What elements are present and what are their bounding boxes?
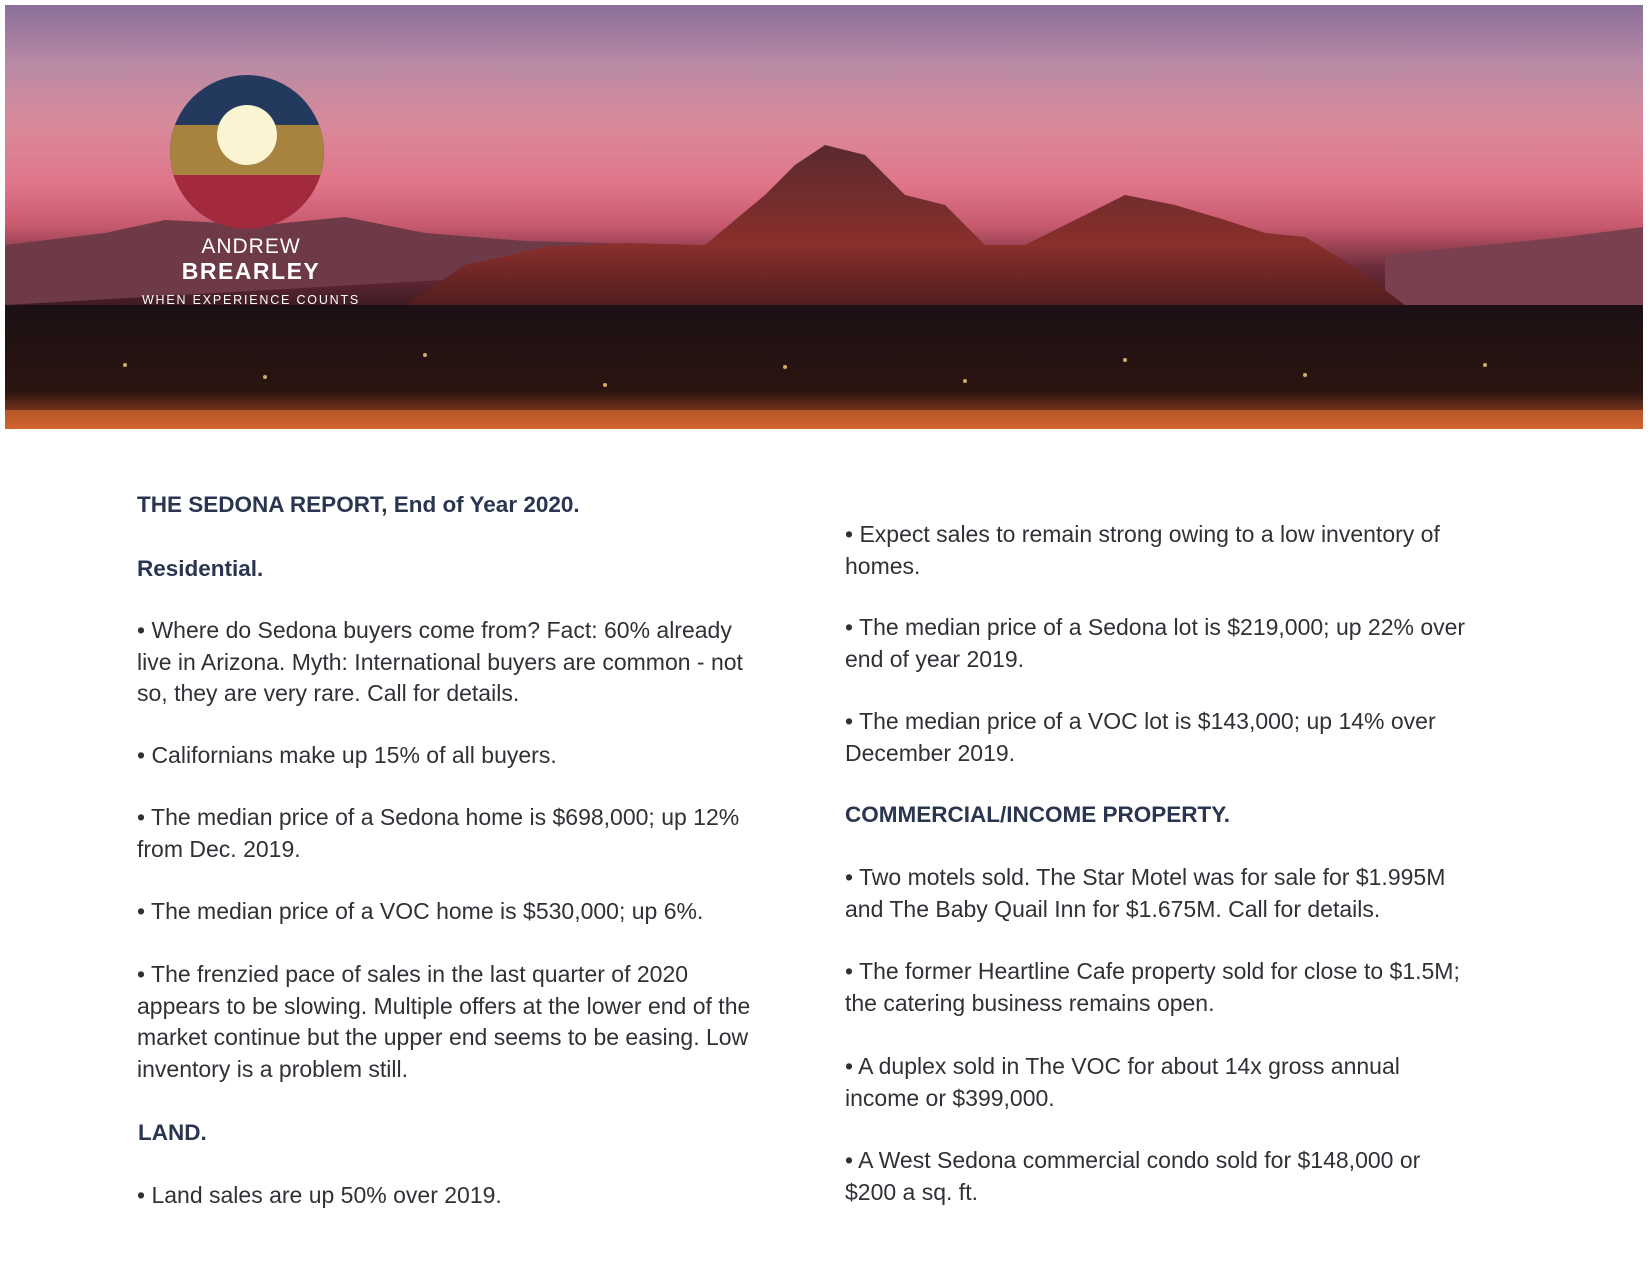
bullet-line: • Two motels sold. The Star Motel was for sale for $1.995M — [845, 864, 1446, 890]
bullet-line: • The median price of a VOC home is $530,000; up 6%. — [137, 898, 704, 924]
bullet-line: • A duplex sold in The VOC for about 14x gross annual — [845, 1053, 1400, 1079]
bullet-line: income or $399,000. — [845, 1084, 1055, 1111]
bullet-item — [137, 740, 557, 772]
bullet-line: December 2019. — [845, 739, 1016, 766]
bullet-line: so, they are very rare. Call for details. — [137, 680, 520, 707]
bullet-line: • The median price of a Sedona lot is $219,000; up 22% over — [845, 614, 1466, 640]
bullet-item — [137, 959, 750, 1085]
bullet-line: • Where do Sedona buyers come from? Fact: 60% already — [137, 617, 732, 643]
bullet-line: and The Baby Quail Inn for $1.675M. Call for details. — [845, 895, 1381, 922]
bullet-line: the catering business remains open. — [845, 989, 1215, 1016]
header-banner-photo — [5, 5, 1643, 429]
bullet-item — [845, 956, 1460, 1019]
bullet-line: homes. — [845, 552, 921, 579]
bullet-item — [845, 706, 1436, 769]
bullet-item — [845, 862, 1445, 925]
bullet-line: from Dec. 2019. — [137, 835, 301, 862]
sedona-landscape-illustration — [5, 5, 1643, 429]
bullet-item — [845, 1145, 1420, 1208]
bullet-item — [137, 802, 739, 865]
bullet-item — [845, 612, 1465, 675]
bullet-line: • A West Sedona commercial condo sold for $148,000 or — [845, 1147, 1421, 1173]
bullet-line: appears to be slowing. Multiple offers at the lower end of the — [137, 992, 751, 1019]
bullet-line: • The frenzied pace of sales in the last quarter of 2020 — [137, 961, 689, 987]
bullet-line: inventory is a problem still. — [137, 1055, 408, 1082]
bullet-item — [845, 1051, 1400, 1114]
bullet-line: • Expect sales to remain strong owing to a low inventory of — [845, 521, 1440, 547]
bullet-item — [137, 615, 743, 710]
bullet-line: • The former Heartline Cafe property sold for close to $1.5M; — [845, 958, 1460, 984]
logo-tagline: WHEN EXPERIENCE COUNTS — [141, 293, 361, 307]
bullet-line: end of year 2019. — [845, 645, 1025, 672]
brand-logo — [165, 65, 335, 245]
bullet-item — [137, 1180, 502, 1212]
bullet-line: • The median price of a Sedona home is $698,000; up 12% — [137, 804, 740, 830]
bullet-line: • Californians make up 15% of all buyers. — [137, 742, 557, 768]
report-title: THE SEDONA REPORT, End of Year 2020. — [137, 492, 580, 517]
residential-heading: Residential. — [137, 556, 264, 581]
bullet-item — [137, 896, 703, 928]
bullet-line: • The median price of a VOC lot is $143,000; up 14% over — [845, 708, 1436, 734]
bullet-line: live in Arizona. Myth: International buyers are common - not — [137, 648, 743, 675]
bullet-line: market continue but the upper end seems to be easing. Low — [137, 1024, 749, 1051]
bullet-item — [845, 519, 1440, 582]
logo-first-name: ANDREW — [201, 235, 301, 258]
logo-last-name: BREARLEY — [181, 258, 321, 284]
commercial-heading: COMMERCIAL/INCOME PROPERTY. — [845, 802, 1231, 827]
bullet-line: • Land sales are up 50% over 2019. — [137, 1182, 502, 1208]
bullet-line: $200 a sq. ft. — [845, 1178, 978, 1205]
land-heading: LAND. — [138, 1120, 207, 1145]
